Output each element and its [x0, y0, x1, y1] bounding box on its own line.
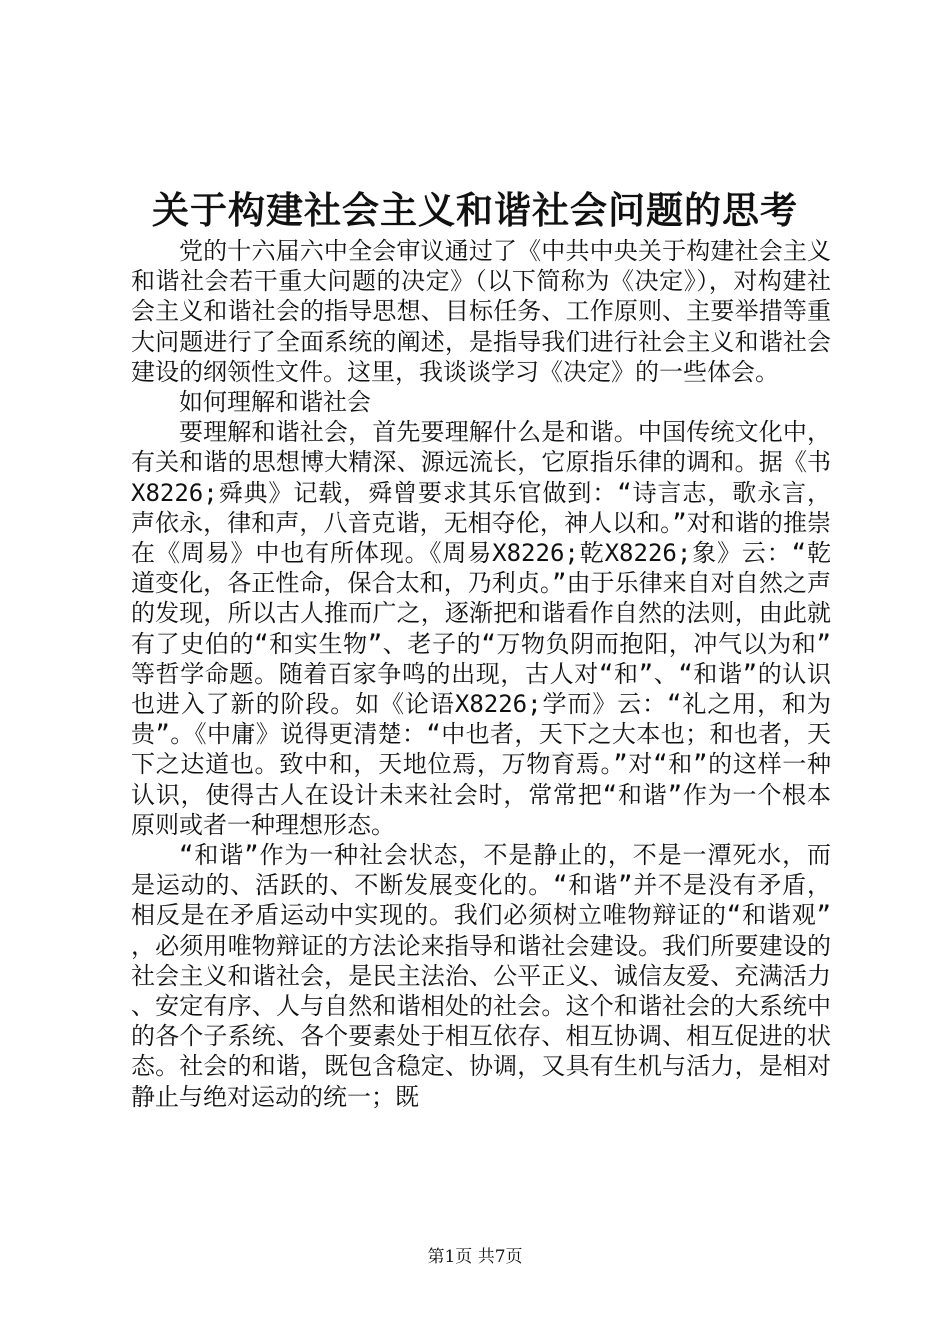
- body-paragraph: “和谐”作为一种社会状态，不是静止的，不是一潭死水，而是运动的、活跃的、不断发展变化的。“和谐”并不是没有矛盾，相反是在矛盾运动中实现的。我们必须树立唯物辩证的“和谐观”，必须用唯物辩证的方法论来指导和谐社会建设。我们所要建设的社会主义和谐社会，是民主法治、公平正义、诚信友爱、充满活力、安定有序、人与自然和谐相处的社会。这个和谐社会的大系统中的各个子系统、各个要素处于相互依存、相互协调、相互促进的状态。社会的和谐，既包含稳定、协调，又具有生机与活力，是相对静止与绝对运动的统一；既: [131, 841, 831, 1111]
- document-body: [131, 236, 831, 1112]
- body-paragraph: 要理解和谐社会，首先要理解什么是和谐。中国传统文化中，有关和谐的思想博大精深、源远流长，它原指乐律的调和。据《书X8226;舜典》记载，舜曾要求其乐官做到：“诗言志，歌永言，声依永，律和声，八音克谐，无相夺伦，神人以和。”对和谐的推崇在《周易》中也有所体现。《周易X8226;乾X8226;象》云：“乾道变化，各正性命，保合太和，乃利贞。”由于乐律来自对自然之声的发现，所以古人推而广之，逐渐把和谐看作自然的法则，由此就有了史伯的“和实生物”、老子的“万物负阴而抱阳，冲气以为和”等哲学命题。随着百家争鸣的出现，古人对“和”、“和谐”的认识也进入了新的阶段。如《论语X8226;学而》云：“礼之用，和为贵”。《中庸》说得更清楚：“中也者，天下之大本也；和也者，天下之达道也。致中和，天地位焉，万物育焉。”对“和”的这样一种认识，使得古人在设计未来社会时，常常把“和谐”作为一个根本原则或者一种理想形态。: [131, 418, 831, 839]
- document-title: 关于构建社会主义和谐社会问题的思考: [152, 188, 798, 232]
- page-number-footer: 第1页 共7页: [427, 1247, 523, 1267]
- section-heading: 如何理解和谐社会: [179, 388, 371, 417]
- intro-paragraph: 党的十六届六中全会审议通过了《中共中央关于构建社会主义和谐社会若干重大问题的决定》（以下简称为《决定》），对构建社会主义和谐社会的指导思想、目标任务、工作原则、主要举措等重大问题进行了全面系统的阐述，是指导我们进行社会主义和谐社会建设的纲领性文件。这里，我谈谈学习《决定》的一些体会。: [131, 237, 831, 386]
